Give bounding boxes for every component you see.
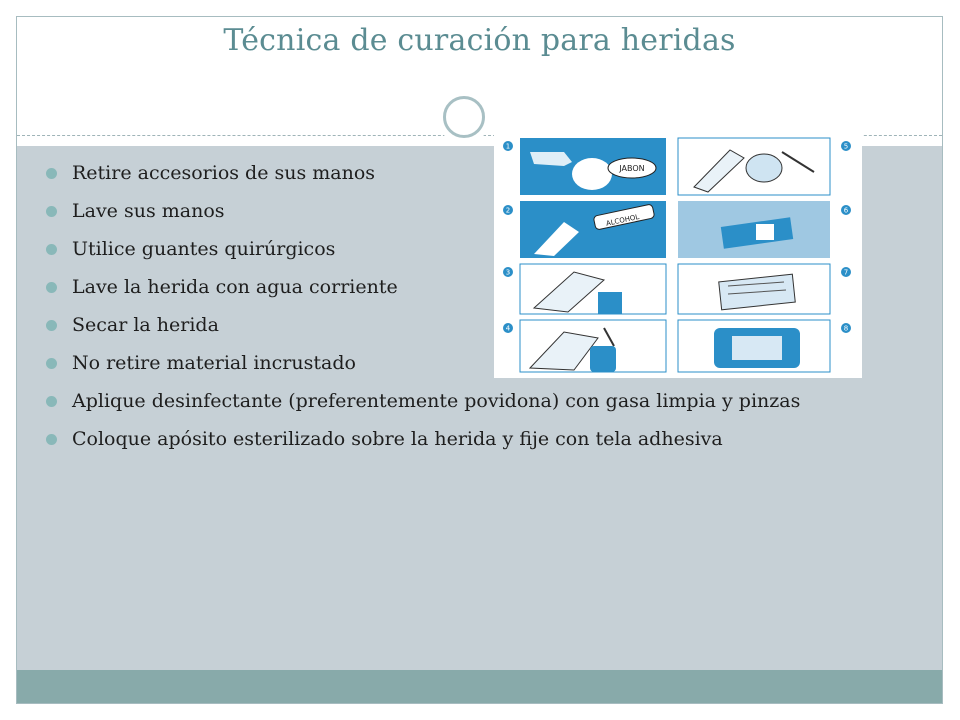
bullet-item [46,352,896,374]
bullet-icon [46,244,57,255]
bullet-text: Lave la herida con agua corriente [72,276,398,298]
bullet-item [46,390,896,412]
bullet-icon [46,396,57,407]
bullet-text: No retire material incrustado [72,352,356,374]
step-number: 4 [505,324,511,333]
bullet-item [46,428,896,450]
bullet-item [46,276,896,298]
bullet-item [46,162,896,184]
bullet-text: Coloque apósito esterilizado sobre la herida y fije con tela adhesiva [72,428,723,450]
ring-icon [443,96,485,138]
step-number: 2 [505,206,511,215]
bullet-text: Secar la herida [72,314,219,336]
footer-band [17,670,942,703]
bullet-text: Utilice guantes quirúrgicos [72,238,336,260]
bullet-icon [46,168,57,179]
bullet-item [46,200,896,222]
circle-ornament [437,90,491,144]
soap-label: JABON [619,164,645,173]
bullet-icon [46,358,57,369]
step-number: 1 [505,142,511,151]
bullet-icon [46,282,57,293]
step-number: 3 [505,268,511,277]
alcohol-label: ALCOHOL [605,212,641,228]
bullet-item [46,314,896,336]
bullet-icon [46,320,57,331]
step-number: 5 [843,142,849,151]
step-number: 8 [843,324,849,333]
step-number: 6 [843,206,849,215]
bullet-text: Lave sus manos [72,200,225,222]
step-number: 7 [843,268,849,277]
slide-title: Técnica de curación para heridas [223,23,736,58]
bullet-item [46,238,896,260]
bullet-icon [46,206,57,217]
bullet-text: Aplique desinfectante (preferentemente povidona) con gasa limpia y pinzas [72,390,801,412]
bullet-text: Retire accesorios de sus manos [72,162,376,184]
bullet-list [46,162,896,466]
bullet-icon [46,434,57,445]
